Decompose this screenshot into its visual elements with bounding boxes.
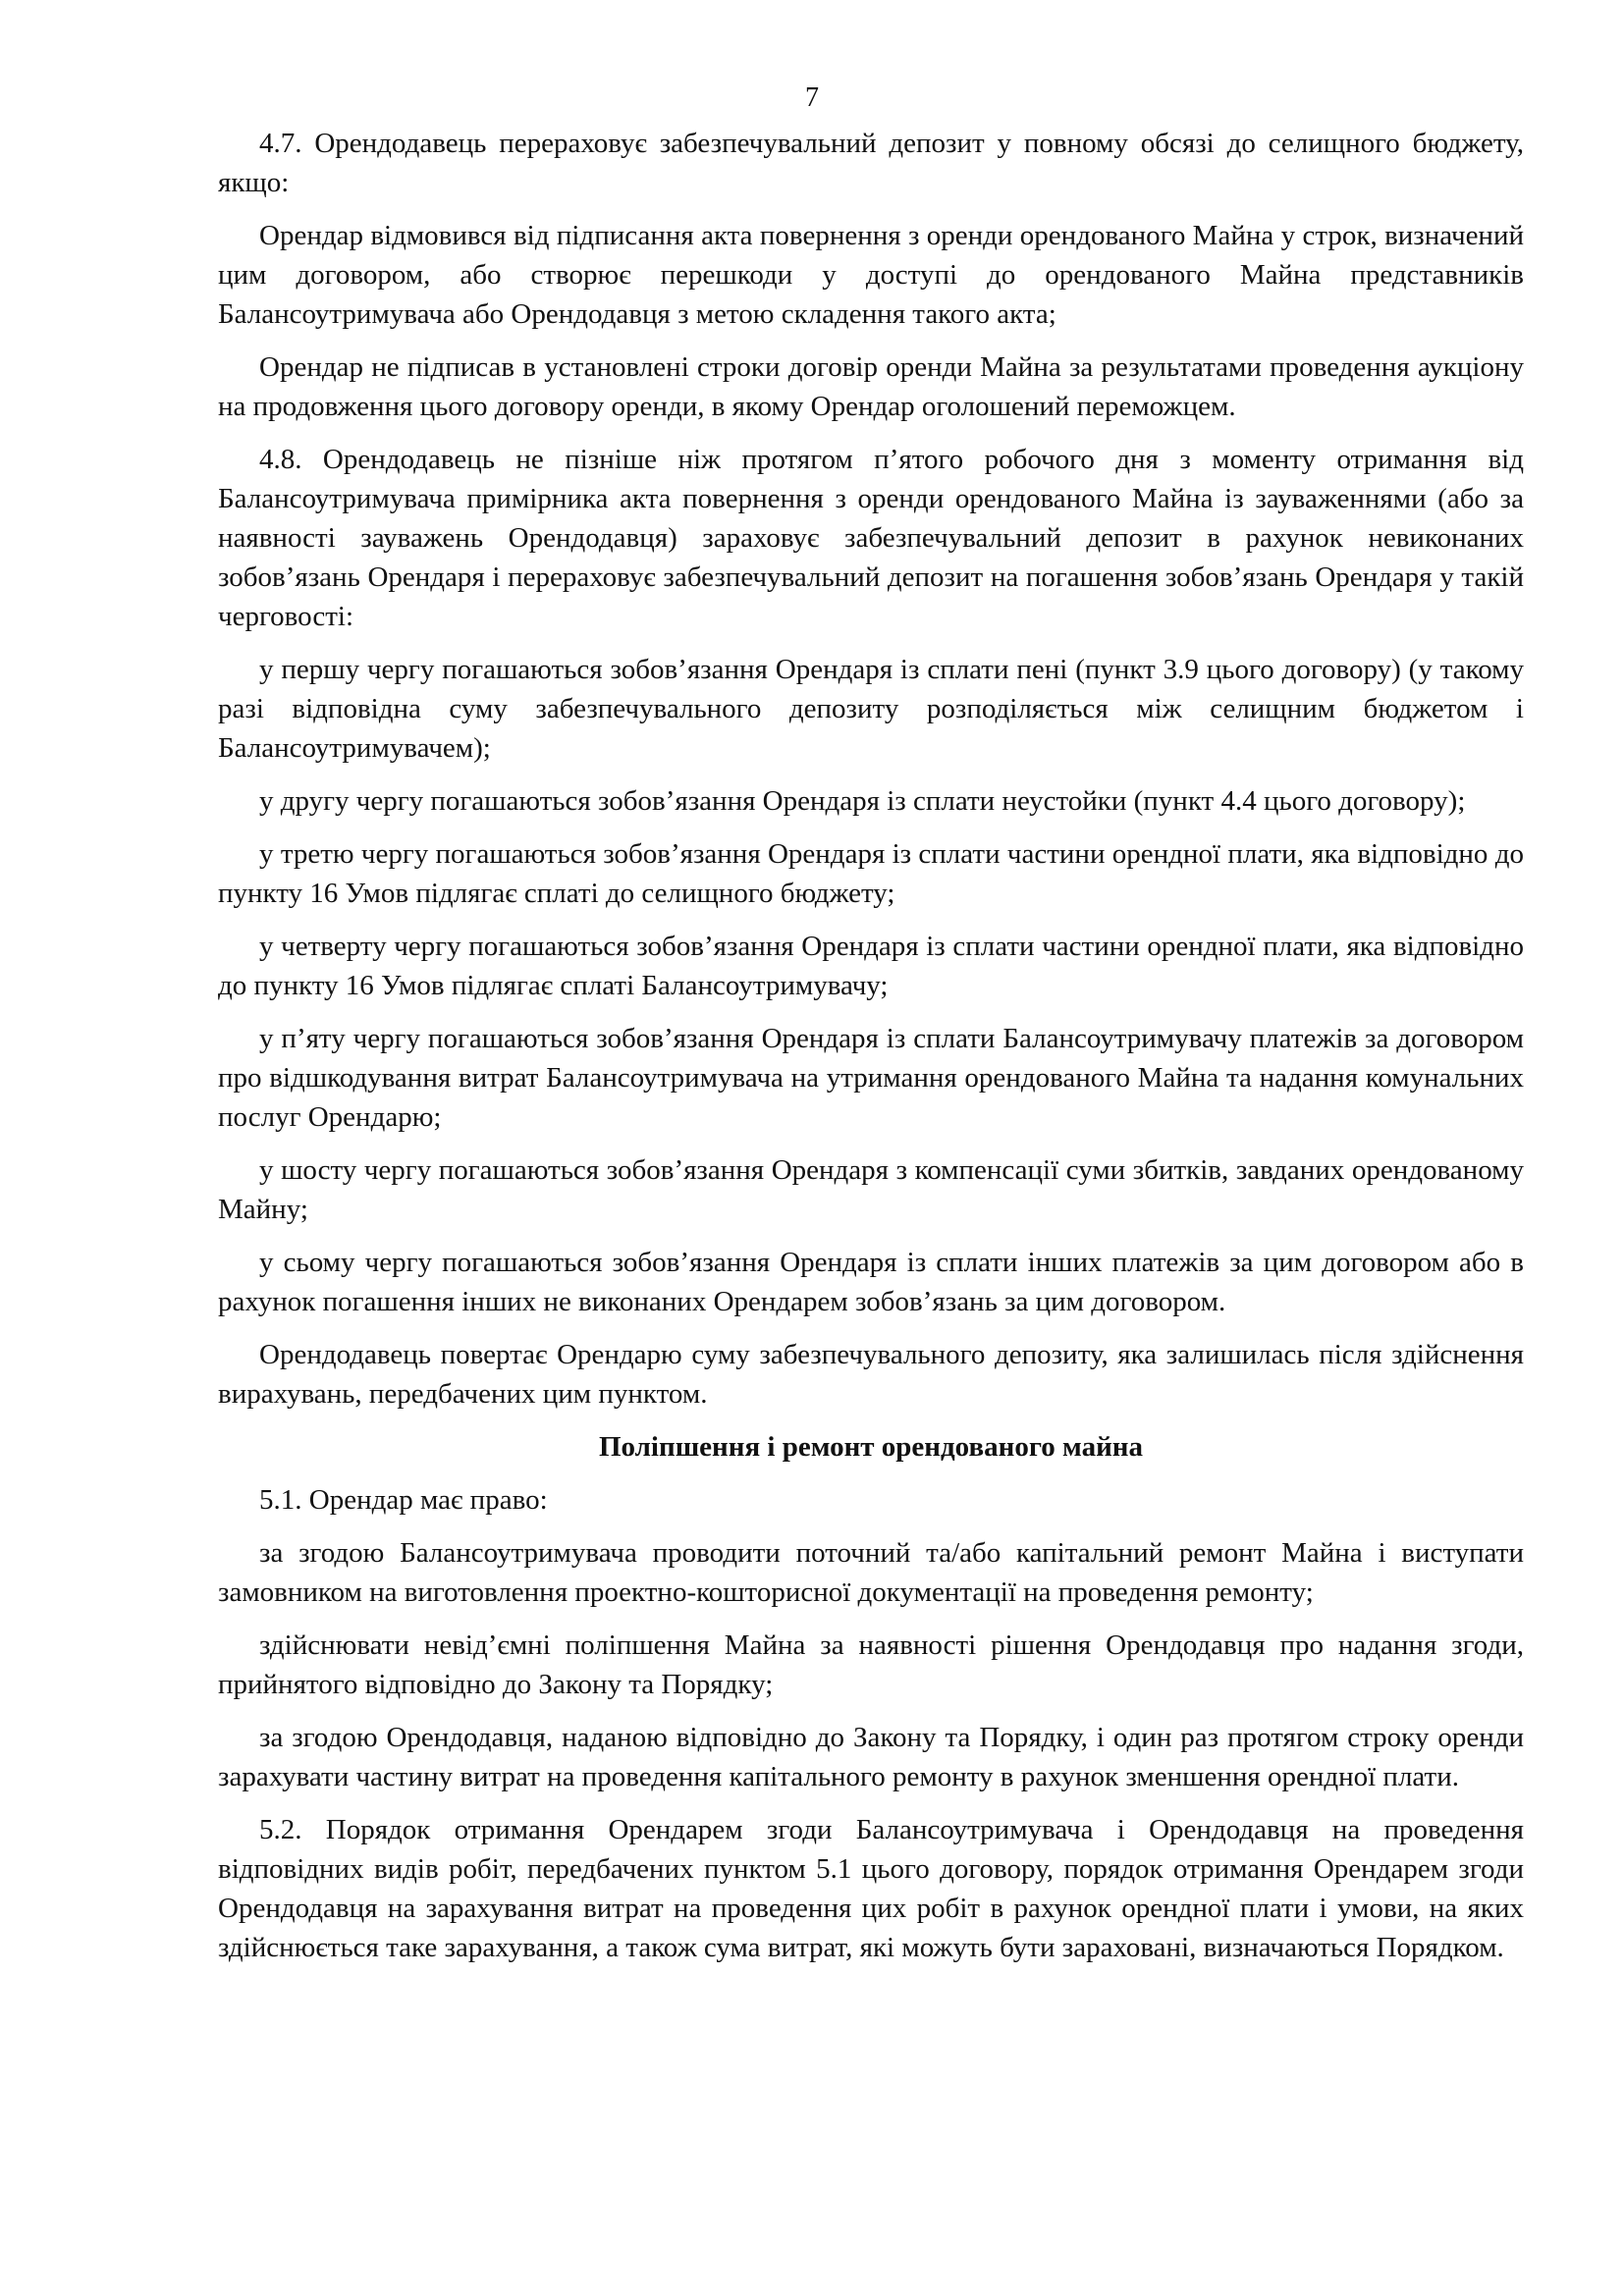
- document-body: [218, 124, 1524, 1981]
- right-item-1: за згодою Балансоутримувача проводити поточний та/або капітальний ремонт Майна і виступати замовником на виготовлення проектно-кошторисної документації на проведення ремонту;: [218, 1537, 1524, 1608]
- paragraph-4-7: 4.7. Орендодавець перераховує забезпечувальний депозит у повному обсязі до селищного бюджету, якщо:: [218, 128, 1524, 198]
- paragraph-4-7-condition-1: Орендар відмовився від підписання акта повернення з оренди орендованого Майна у строк, визначений цим договором, або створює перешкоди у доступі до орендованого Майна представників Балансоутримувача або Орендодавця з метою складення такого акта;: [218, 220, 1524, 330]
- section-heading: Поліпшення і ремонт орендованого майна: [598, 1431, 1143, 1463]
- right-item-3: за згодою Орендодавця, наданою відповідно до Закону та Порядку, і один раз протягом строку оренди зарахувати частину витрат на проведення капітального ремонту в рахунок зменшення орендної плати.: [218, 1722, 1524, 1792]
- right-item-2: здійснювати невід’ємні поліпшення Майна за наявності рішення Орендодавця про надання згоди, прийнятого відповідно до Закону та Порядку;: [218, 1629, 1524, 1700]
- deposit-return-paragraph: Орендодавець повертає Орендарю суму забезпечувального депозиту, яка залишилась після здійснення вирахувань, передбачених цим пунктом.: [218, 1339, 1524, 1410]
- paragraph-5-2: 5.2. Порядок отримання Орендарем згоди Балансоутримувача і Орендодавця на проведення відповідних видів робіт, передбачених пунктом 5.1 цього договору, порядок отримання Орендарем згоди Орендодавця на зарахування витрат на проведення цих робіт в рахунок орендної плати і умови, на яких здійснюється таке зарахування, а також сума витрат, які можуть бути зараховані, визначаються Порядком.: [218, 1814, 1524, 1963]
- priority-item-6: у шосту чергу погашаються зобов’язання Орендаря з компенсації суми збитків, завданих орендованому Майну;: [218, 1154, 1524, 1225]
- priority-item-1: у першу чергу погашаються зобов’язання Орендаря із сплати пені (пункт 3.9 цього договору) (у такому разі відповідна суму забезпечувального депозиту розподіляється між селищним бюджетом і Балансоутримувачем);: [218, 654, 1524, 764]
- priority-item-3: у третю чергу погашаються зобов’язання Орендаря із сплати частини орендної плати, яка відповідно до пункту 16 Умов підлягає сплаті до селищного бюджету;: [218, 838, 1524, 909]
- priority-item-5: у п’яту чергу погашаються зобов’язання Орендаря із сплати Балансоутримувачу платежів за договором про відшкодування витрат Балансоутримувача на утримання орендованого Майна та надання комунальних послуг Орендарю;: [218, 1023, 1524, 1133]
- priority-item-4: у четверту чергу погашаються зобов’язання Орендаря із сплати частини орендної плати, яка відповідно до пункту 16 Умов підлягає сплаті Балансоутримувачу;: [218, 931, 1524, 1001]
- paragraph-5-1: 5.1. Орендар має право:: [259, 1484, 548, 1516]
- priority-item-7: у сьому чергу погашаються зобов’язання Орендаря із сплати інших платежів за цим договором або в рахунок погашення інших не виконаних Орендарем зобов’язань за цим договором.: [218, 1247, 1524, 1317]
- priority-item-2: у другу чергу погашаються зобов’язання Орендаря із сплати неустойки (пункт 4.4 цього договору);: [259, 785, 1466, 817]
- page-number: 7: [805, 82, 819, 113]
- paragraph-4-8: 4.8. Орендодавець не пізніше ніж протягом п’ятого робочого дня з моменту отримання від Балансоутримувача примірника акта повернення з оренди орендованого Майна із зауваженнями (або за наявності зауважень Орендодавця) зараховує забезпечувальний депозит в рахунок невиконаних зобов’язань Орендаря і перераховує забезпечувальний депозит на погашення зобов’язань Орендаря у такій черговості:: [218, 444, 1524, 632]
- paragraph-4-7-condition-2: Орендар не підписав в установлені строки договір оренди Майна за результатами проведення аукціону на продовження цього договору оренди, в якому Орендар оголошений переможцем.: [218, 351, 1524, 422]
